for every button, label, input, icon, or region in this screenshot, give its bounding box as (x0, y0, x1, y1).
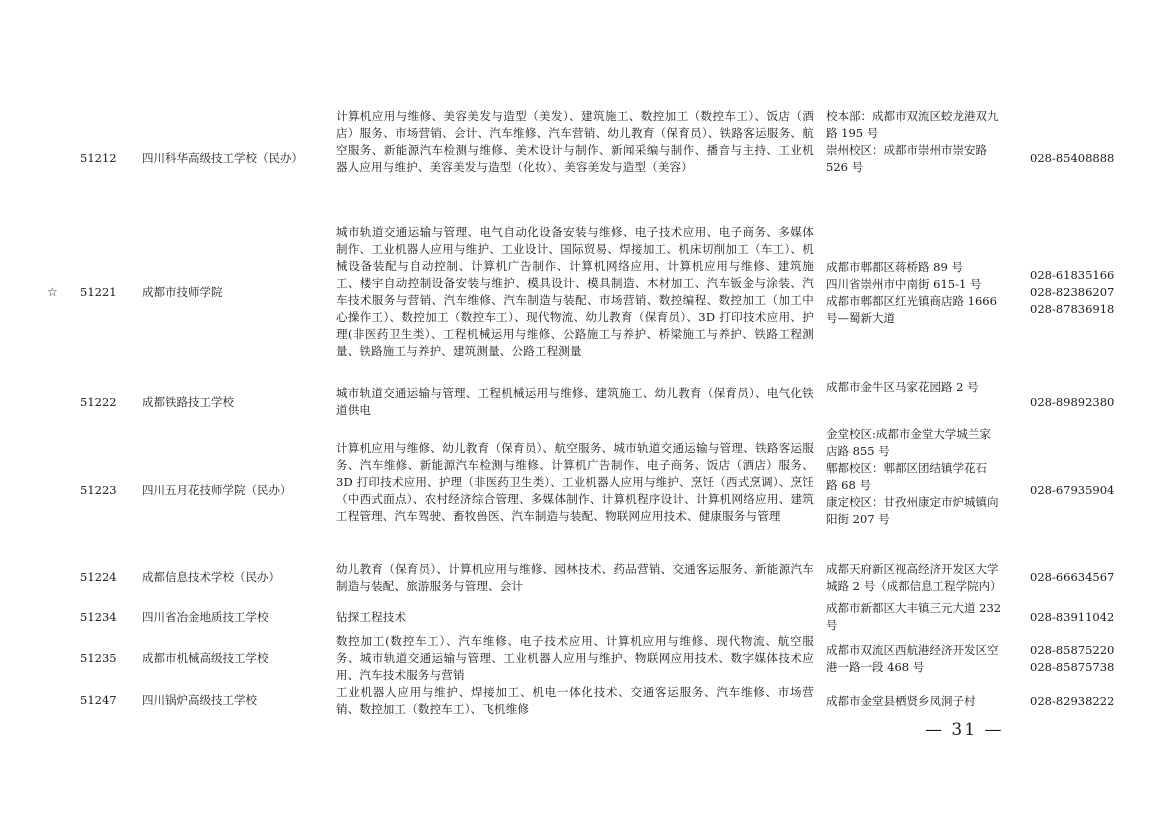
address-line: 成都市金牛区马家花园路 2 号 (826, 380, 979, 394)
star-icon: ☆ (47, 285, 58, 299)
school-majors: 数控加工(数控车工）、汽车维修、电子技术应用、计算机应用与维修、现代物流、航空服务、城市轨道交通运输与管理、工业机器人应用与维护、物联网应用技术、数字媒体技术应用、汽车技术服务与营销 (336, 634, 814, 682)
address-line: 成都市新都区大丰镇三元大道 232 (826, 601, 1002, 615)
phone-line: 028-61835166 (1030, 268, 1115, 282)
school-name: 四川科华高级技工学校（民办） (142, 151, 303, 165)
phone-line: 028-87836918 (1030, 302, 1115, 316)
address-line: 金堂校区:成都市金堂大学城兰家 (826, 427, 991, 441)
school-phone (1030, 482, 1140, 499)
school-majors: 幼儿教育（保育员）、计算机应用与维修、园林技术、药品营销、交通客运服务、新能源汽车制造与装配、旅游服务与管理、会计 (336, 562, 814, 593)
school-phone (1030, 394, 1140, 411)
address-line: 成都市郫都区蒋桥路 89 号 (826, 260, 963, 274)
address-line: 康定校区：甘孜州康定市炉城镇向 (826, 495, 999, 509)
school-name: 成都市技师学院 (142, 285, 223, 299)
address-line: 成都市郫都区红光镇商店路 1666 (826, 294, 997, 308)
address-line: 四川省崇州市中南街 615-1 号 (826, 277, 982, 291)
school-phone (1030, 609, 1140, 626)
address-line: 号—蜀新大道 (826, 311, 895, 325)
address-line: 店路 855 号 (826, 444, 890, 458)
page-number: — 31 — (925, 720, 1004, 740)
school-code: 51223 (80, 483, 117, 497)
school-majors: 城市轨道交通运输与管理、电气自动化设备安装与维修、电子技术应用、电子商务、多媒体制作、工业机器人应用与维护、工业设计、国际贸易、焊接加工、机床切削加工（车工）、机械设备装配与自动控制、计算机广告制作、计算机网络应用、计算机应用与维修、建筑施工、楼宇自动控制设备安装与维护、模具设计、模具制造、木材加工、汽车钣金与涂装、汽车技术服务与营销、汽车维修、汽车制造与装配、市场营销、数控编程、数控加工（加工中心操作工）、数控加工（数控车工）、现代物流、幼儿教育（保育员）、3D 打印技术应用、护理(非医药卫生类）、工程机械运用与维修、公路施工与养护、桥梁施工与养护、铁路工程测量、铁路施工与养护、建筑测量、公路工程测量 (336, 225, 814, 358)
school-code: 51235 (80, 651, 117, 665)
school-name: 成都市机械高级技工学校 (142, 651, 269, 665)
school-code: 51224 (80, 570, 117, 584)
phone-line: 028-83911042 (1030, 610, 1115, 624)
phone-line: 028-89892380 (1030, 395, 1115, 409)
address-line: 526 号 (826, 160, 864, 174)
address-line: 路 68 号 (826, 478, 871, 492)
phone-line: 028-67935904 (1030, 483, 1115, 497)
school-code: 51234 (80, 610, 117, 624)
phone-line: 028-85408888 (1030, 151, 1115, 165)
school-code: 51212 (80, 151, 117, 165)
school-phone (1030, 642, 1140, 676)
address-line: 城路 2 号（成都信息工程学院内） (826, 579, 1002, 593)
school-address (826, 426, 1016, 528)
school-name: 四川省冶金地质技工学校 (142, 610, 269, 624)
address-line: 港一路一段 468 号 (826, 660, 925, 674)
school-address (826, 259, 1016, 327)
school-majors: 计算机应用与维修、美容美发与造型（美发）、建筑施工、数控加工（数控车工）、饭店（酒店）服务、市场营销、会计、汽车维修、汽车营销、幼儿教育（保育员）、铁路客运服务、航空服务、新能源汽车检测与维修、美术设计与制作、新闻采编与制作、播音与主持、工业机器人应用与维护、美容美发与造型（化妆）、美容美发与造型（美容） (336, 109, 814, 174)
address-line: 郫都校区：郫都区团结镇学花石 (826, 461, 987, 475)
address-line: 阳街 207 号 (826, 512, 890, 526)
phone-line: 028-82938222 (1030, 694, 1115, 708)
school-majors: 计算机应用与维修、幼儿教育（保育员）、航空服务、城市轨道交通运输与管理、铁路客运服务、汽车维修、新能源汽车检测与维修、计算机广告制作、电子商务、饭店（酒店）服务、3D 打印技术应用、护理（非医药卫生类）、工业机器人应用与维护、烹饪（西式烹调）、烹饪（中西式面点）、农村经济综合管理、多媒体制作、计算机程序设计、计算机网络应用、建筑工程管理、汽车驾驶、畜牧兽医、汽车制造与装配、物联网应用技术、健康服务与管理 (336, 441, 814, 523)
school-address (826, 642, 1016, 676)
school-address (826, 561, 1016, 595)
phone-line: 028-66634567 (1030, 570, 1115, 584)
phone-line: 028-85875738 (1030, 660, 1115, 674)
address-line: 路 195 号 (826, 126, 879, 140)
school-phone (1030, 267, 1140, 318)
school-name: 四川锅炉高级技工学校 (142, 693, 257, 707)
school-name: 四川五月花技师学院（民办） (142, 483, 292, 497)
address-line: 崇州校区：成都市崇州市崇安路 (826, 143, 987, 157)
school-code: 51247 (80, 693, 117, 707)
address-line: 校本部：成都市双流区蛟龙港双九 (826, 109, 999, 123)
school-address (826, 693, 1016, 710)
phone-line: 028-82386207 (1030, 285, 1115, 299)
address-line: 成都市双流区西航港经济开发区空 (826, 643, 999, 657)
school-phone (1030, 150, 1140, 167)
school-phone (1030, 569, 1140, 586)
school-majors: 城市轨道交通运输与管理、工程机械运用与维修、建筑施工、幼儿教育（保育员）、电气化铁道供电 (336, 386, 814, 417)
address-line: 成都天府新区视高经济开发区大学 (826, 562, 999, 576)
school-address (826, 108, 1016, 176)
school-name: 成都信息技术学校（民办） (142, 570, 280, 584)
address-line: 号 (826, 618, 838, 632)
school-name: 成都铁路技工学校 (142, 395, 234, 409)
school-address (826, 600, 1016, 634)
school-code: 51222 (80, 395, 117, 409)
address-line: 成都市金堂县栖贤乡凤洞子村 (826, 694, 976, 708)
school-phone (1030, 693, 1140, 710)
school-address (826, 379, 1016, 396)
school-code: 51221 (80, 285, 117, 299)
school-majors: 钻探工程技术 (336, 610, 407, 624)
phone-line: 028-85875220 (1030, 643, 1115, 657)
school-majors: 工业机器人应用与维护、焊接加工、机电一体化技术、交通客运服务、汽车维修、市场营销、数控加工（数控车工）、飞机维修 (336, 685, 814, 716)
